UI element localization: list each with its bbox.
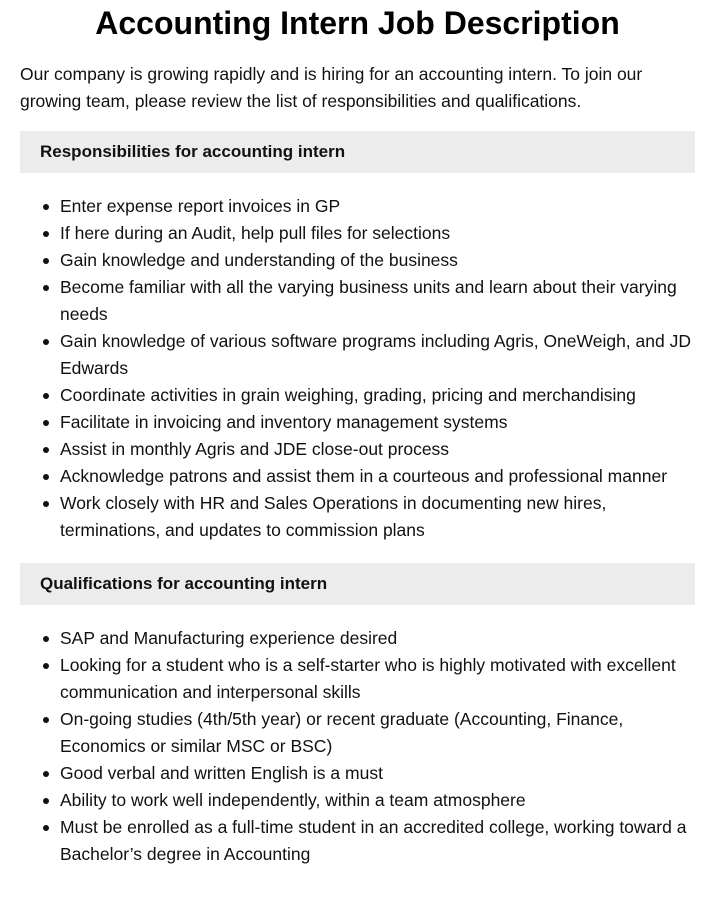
responsibility-item: Acknowledge patrons and assist them in a courteous and professional manner — [60, 463, 695, 490]
qualifications-list — [20, 625, 695, 868]
responsibility-item: Assist in monthly Agris and JDE close-out process — [60, 436, 695, 463]
qualification-item: SAP and Manufacturing experience desired — [60, 625, 695, 652]
qualification-item: Must be enrolled as a full-time student in an accredited college, working toward a Bachelor’s degree in Accounting — [60, 814, 695, 868]
responsibilities-list — [20, 193, 695, 544]
qualification-item: Good verbal and written English is a must — [60, 760, 695, 787]
responsibility-item: Gain knowledge of various software programs including Agris, OneWeigh, and JD Edwards — [60, 328, 695, 382]
qualifications-heading: Qualifications for accounting intern — [20, 563, 695, 605]
responsibility-item: Facilitate in invoicing and inventory management systems — [60, 409, 695, 436]
responsibility-item: Enter expense report invoices in GP — [60, 193, 695, 220]
responsibility-item: Work closely with HR and Sales Operations in documenting new hires, terminations, and updates to commission plans — [60, 490, 695, 544]
intro-paragraph: Our company is growing rapidly and is hiring for an accounting intern. To join our growing team, please review the list of responsibilities and qualifications. — [20, 64, 643, 111]
qualification-item: Ability to work well independently, within a team atmosphere — [60, 787, 695, 814]
responsibility-item: If here during an Audit, help pull files for selections — [60, 220, 695, 247]
qualification-item: Looking for a student who is a self-starter who is highly motivated with excellent communication and interpersonal skills — [60, 652, 695, 706]
responsibility-item: Become familiar with all the varying business units and learn about their varying needs — [60, 274, 695, 328]
responsibilities-heading: Responsibilities for accounting intern — [20, 131, 695, 173]
page-title: Accounting Intern Job Description — [95, 5, 620, 41]
responsibility-item: Coordinate activities in grain weighing, grading, pricing and merchandising — [60, 382, 695, 409]
responsibility-item: Gain knowledge and understanding of the business — [60, 247, 695, 274]
qualification-item: On-going studies (4th/5th year) or recent graduate (Accounting, Finance, Economics or similar MSC or BSC) — [60, 706, 695, 760]
